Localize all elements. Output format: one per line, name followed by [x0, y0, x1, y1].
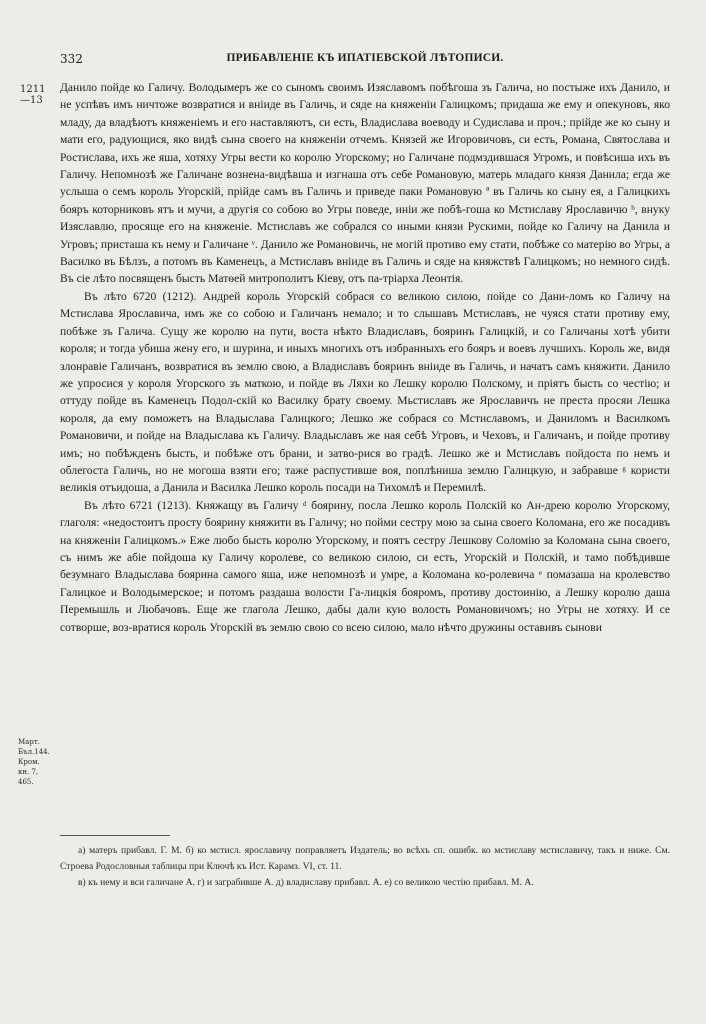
margin-year-range	[20, 84, 56, 106]
margin-citation-line: Бъл.144.	[18, 748, 50, 756]
footnote: в) къ нему и вси галичане А. г) и заграбивше А. д) владиславу прибавл. А. е) со великою честію прибавл. М. А.	[78, 877, 534, 888]
footnote: а) матеръ прибавл. Г. М. б) ко мстисл. ярославичу поправляетъ Издатель; во всѣхъ сп. ошибк. ко мстиславу мстиславичу, такъ и ниже. См. Строева Родословныя таблицы при Ключѣ къ Ист. Карамз. VI, ст. 11.	[60, 845, 670, 872]
page-number: 332	[60, 52, 83, 66]
margin-citation-line: кн. 7,	[18, 768, 39, 776]
margin-citation-line: Март.	[18, 738, 40, 746]
margin-citation-line: 465.	[18, 778, 34, 786]
margin-year-start: 1211	[20, 84, 46, 95]
paragraph: Данило пойде ко Галичу. Володымеръ же со сыномъ своимъ Изяславомъ побѣгоша зъ Галича, но постыже ихъ Данило, и не успѣвъ имъ ничтоже возвратися и вніиде въ Галичь, и сяде на княженіи Галицкомъ; придаша же ему и опекуновъ, яко младу, да владѣютъ княженіемъ и его наставляютъ, си есть, Владислава воеводу и Судислава и проч.; прійде же ко сыну и мати его, радующися, яко видѣ сына своего на княженіи отчемъ. Князей же Игоровичовъ, си есть, Романа, Святослава и Ростислава, ихъ же яша, хотяху Угры вести ко королю Угорскому; но Галичане подмздившася Угромъ, и повѣсиша ихъ въ Галичу. Непомнозѣ же Галичане вознена-видѣвша и изгнаша отъ себе Романовую, матерь младаго князя Данила; егда же услыша о семъ король Угорскій, прійде самъ въ Галичь и приведе паки Романовую ª въ Галичь ко сыну ея, а Галицкихъ бояръ которниковъ ятъ и мучи, а другія со собою во Угры поведе, иніи же побѣ-гоша ко Мстиславу Ярославичю ᵇ, внуку Изяславлю, просяще его на княженіе. Мстиславъ же собрался со иными князи Рускими, пойде ко Галичу на Данила и Угровъ; присташа къ нему и Галичане ᵛ. Данило же Романовичь, не могій противо ему стати, побѣже со матерію во Угры, а Василко въ Бѣлзъ, а потомъ въ Каменецъ, а Мстиславъ вніиде въ Галичь и сяде на княжствѣ Галицкомъ; но немного сидѣ. Въ сіе лѣто посвященъ бысть Матѳей митрополитъ Кіеву, отъ па-тріарха Леонтія.	[60, 81, 670, 286]
margin-citation	[18, 737, 56, 787]
margin-year-end: —13	[20, 95, 43, 106]
running-title: ПРИБАВЛЕНІЕ КЪ ИПАТІЕВСКОЙ ЛѢТОПИСИ.	[226, 52, 504, 64]
paragraph: Въ лѣто 6721 (1213). Княжащу въ Галичу ᵈ боярину, посла Лешко король Полскій ко Ан-дрею королю Угорскому, глаголя: «недостоитъ просту боярину княжити въ Галичу; но пойми сестру мою за сына своего Коломана, его же посадивъ на княженіи Галицкомъ.» Еже любо бысть королю Угорскому, и поятъ сестру Лешкову Соломію за Коломана сына своего, съ нимъ же абіе пойдоша ку Галичу королеве, со великою силою, си есть, Угорскій и Полскій, и тамо побѣдивше безумнаго Владыслава боярина самого яша, иже непомнозѣ и умре, а Коломана ко-ролевича ᵉ помазаша на кролевство Галицкое и Володымерское; и потомъ раздаша волости Га-лицкія бояромъ, противу достоинію, а Лешку королю даша Перемышль и Любачовъ. Еще же глагола Лешко, дабы дали кую волость Романовичомъ; но Угры не хотяху. И се сотворше, воз-вратися король Угорскій въ землю свою со всею силою, мало нѣчто дружины оставивъ сынови	[60, 498, 670, 634]
footnotes	[60, 843, 670, 891]
page-header	[60, 52, 670, 70]
paragraph: Въ лѣто 6720 (1212). Андрей король Угорскій собрася со великою силою, пойде со Дани-ломъ ко Галичу на Мстислава Ярославича, имъ же со собою и Галичанъ немало; и то слышавъ Мстиславъ, не чуяся стати противу ему, побѣже зъ Галича. Сущу же королю на пути, воста нѣкто Владиславъ, бояринъ Галицкій, и со Галичаны хотѣ убити короля; и тогда убиша жену его, и шурина, и иныхъ многихъ отъ избранныхъ его бояръ и воевъ лучшихъ. Король же, видя злонравіе Галичанъ, возвратися въ землю свою, а Владиславъ бояринъ вніиде въ Галичь, и начатъ самъ княжити. Данило же упросися у короля Угорского зъ маткою, и пойде въ Ляхи ко Лешку королю Полскому, и пріятъ бысть со честію; и оттуду пойде въ Каменецъ Подол-скій ко Василку брату своему. Мьстиславъ же Ярославичъ не преста просяи Лешка короля, да ему поможетъ на Владыслава Галицкого; Лешко же собрася со Мстиславомъ, и Даниломъ и Василкомъ Романовичи, и пойде на Владыслава къ Галичу. Владыславъ же ная себѣ Угровъ, и Чеховъ, и Галичанъ, и пойде противу имъ; но побѣжденъ бысть, и побѣже отъ брани, и затво-рися во градѣ. Лешко же и Мстиславъ пойдоста по немъ и облегоста Галичь, но не могоша взяти его; таже распустивше воя, поплѣниша землю Галицкую, и забравше ᵍ користи великія отъидоша, а Данила и Василка Лешко король посади на Тихомлѣ и Перемилѣ.	[60, 289, 670, 495]
chronicle-text	[60, 79, 670, 636]
footnote-divider	[60, 835, 170, 836]
margin-citation-line: Кром.	[18, 758, 40, 766]
